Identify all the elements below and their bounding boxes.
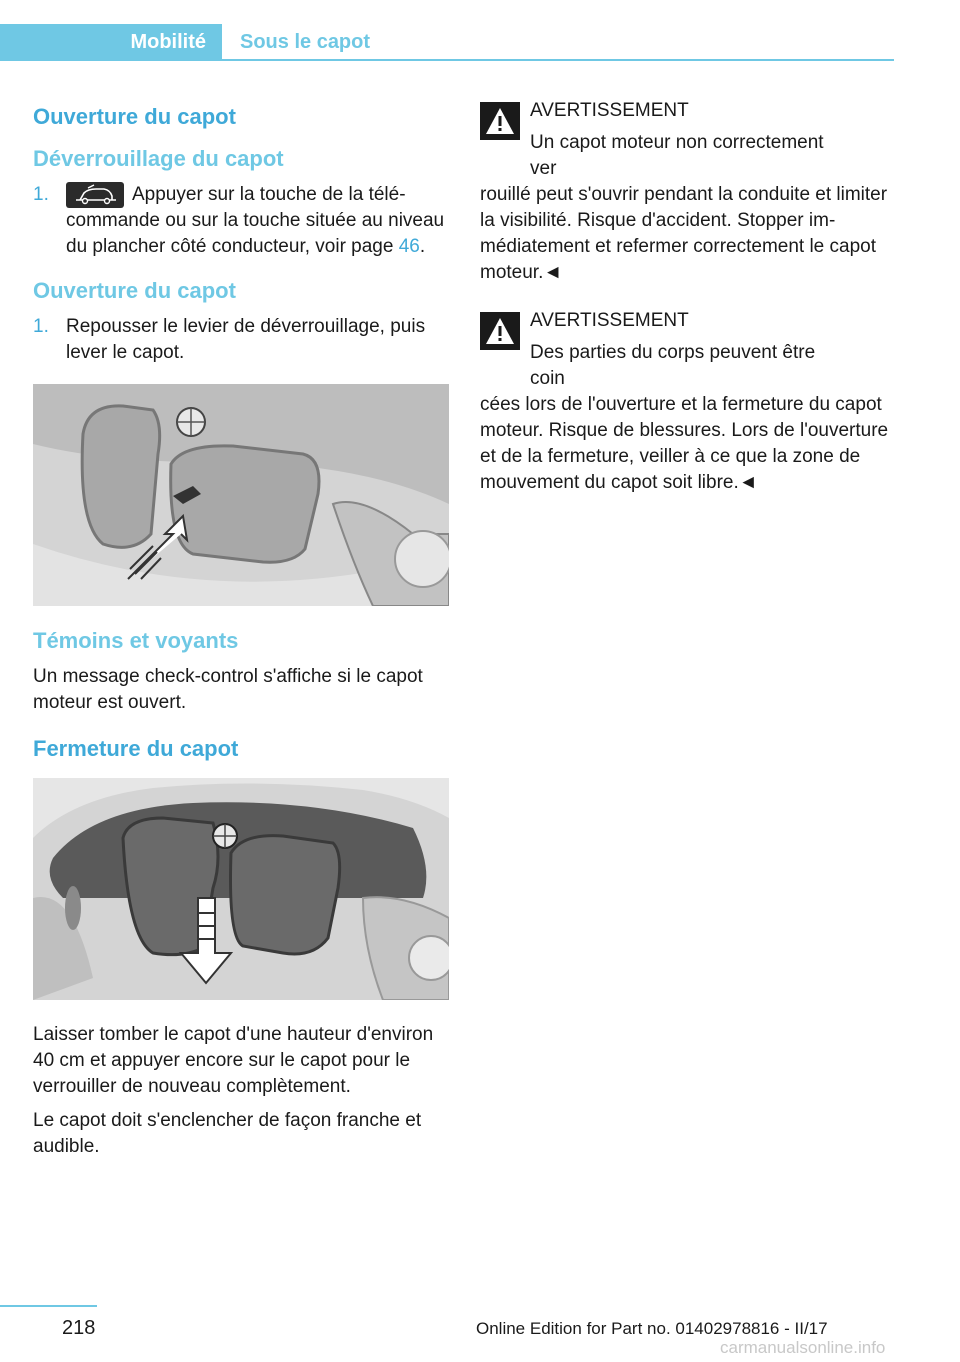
figure-hood-release-lever: [33, 384, 449, 606]
step-text: Repousser le levier de déverrouillage, puis lever le capot.: [66, 316, 426, 364]
warning-text-start: Des parties du corps peuvent être coin: [530, 342, 816, 389]
car-hood-key-icon: [66, 182, 124, 208]
warning-title: AVERTISSEMENT: [530, 310, 689, 331]
warning-triangle-icon: [480, 102, 520, 140]
figure-hood-closing: [33, 778, 449, 1000]
left-column: [33, 98, 449, 1168]
warning-text: rouillé peut s'ouvrir pendant la conduite et limiter la visibilité. Risque d'accident. Stopper immédiatement et refermer correctement le capot moteur.◄: [480, 184, 888, 283]
subsection-tab-label: Sous le capot: [240, 31, 371, 53]
step-open: [33, 314, 449, 366]
subsection-tab-sous-le-capot: [240, 24, 370, 61]
edition-info: Online Edition for Part no. 01402978816 - II/17: [476, 1319, 828, 1338]
warning-text: cées lors de l'ouverture et la fermeture du capot moteur. Risque de blessures. Lors de l'ouverture et de la fermeture, veiller à ce que la zone de mouvement du capot soit libre.◄: [480, 394, 889, 493]
heading-deverrouillage: Déverrouillage du capot: [33, 146, 284, 171]
step-number: 1.: [33, 316, 49, 338]
step1-body: Appuyer sur la touche de la télécommande ou sur la touche située au niveau du plancher côté conducteur, voir page: [66, 184, 445, 258]
fermeture-paragraph-1: Laisser tomber le capot d'une hauteur d'environ 40 cm et appuyer encore sur le capot pour le verrouiller de nouveau complètement.: [33, 1024, 434, 1098]
watermark: carmanualsonline.info: [720, 1338, 886, 1357]
warning-text-start: Un capot moteur non correctement ver: [530, 132, 824, 179]
page-number: 218: [62, 1317, 96, 1339]
heading-fermeture-du-capot: Fermeture du capot: [33, 736, 239, 762]
warning-block-1: [480, 98, 896, 286]
page-link-46[interactable]: 46: [398, 236, 420, 258]
warning-title: AVERTISSEMENT: [530, 100, 689, 121]
step-unlock: [33, 182, 449, 260]
step-text: [66, 182, 449, 260]
header-rule: [222, 59, 894, 61]
heading-ouverture-du-capot-2: Ouverture du capot: [33, 278, 236, 304]
step1-tail: .: [419, 236, 426, 258]
warning-block-2: [480, 308, 896, 496]
warning-triangle-icon: [480, 312, 520, 350]
footer-rule: [0, 1305, 97, 1307]
right-column: [480, 98, 896, 518]
section-tab-label: Mobilité: [130, 31, 206, 53]
section-tab-mobilite: [0, 24, 222, 61]
temoins-text: Un message check-control s'affiche si le capot moteur est ouvert.: [33, 666, 423, 714]
heading-temoins-et-voyants: Témoins et voyants: [33, 628, 239, 654]
fermeture-paragraph-2: Le capot doit s'enclencher de façon franche et audible.: [33, 1110, 422, 1158]
step-number: 1.: [33, 184, 49, 205]
heading-ouverture-du-capot: Ouverture du capot: [33, 104, 236, 129]
